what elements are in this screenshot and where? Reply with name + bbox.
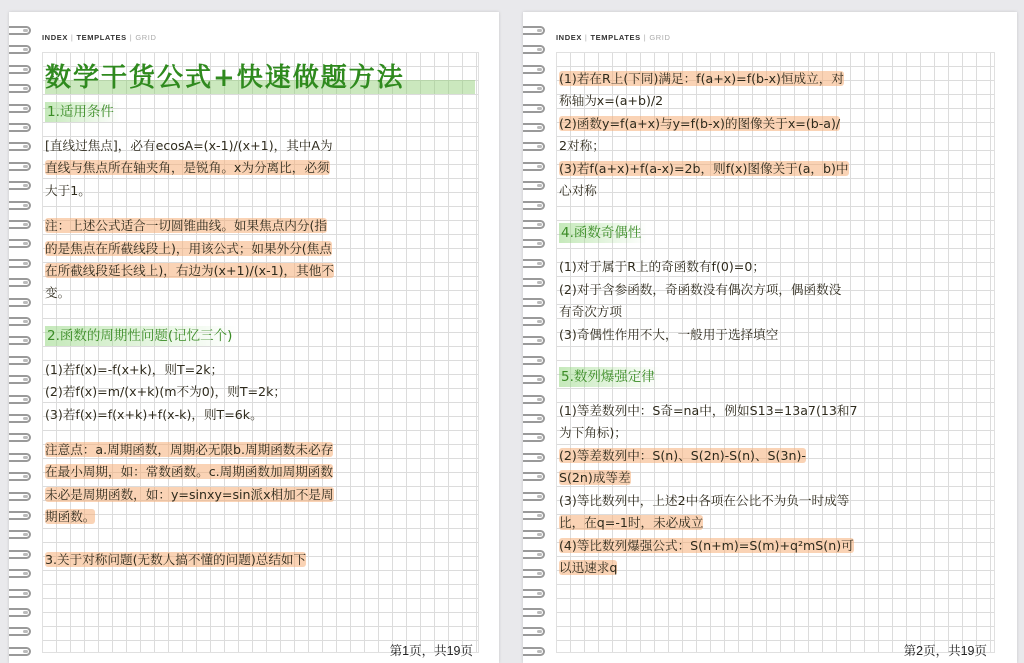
highlighted-text: 注：上述公式适合一切圆锥曲线。如果焦点内分(指	[45, 218, 327, 234]
nav-separator: |	[643, 33, 647, 42]
highlighted-text: 以迅速求q	[559, 559, 618, 575]
note-paragraph	[45, 439, 475, 529]
text-line	[559, 158, 991, 180]
highlighted-text: (1)若在R上(下同)满足：f(a+x)=f(b-x)恒成立，对	[559, 71, 844, 86]
note-paragraph	[559, 400, 991, 579]
binding-ring	[523, 104, 545, 113]
highlighted-text: S(2n)成等差	[559, 470, 631, 486]
binding-ring	[523, 84, 545, 93]
section-heading: 5.数列爆强定律	[559, 367, 661, 387]
binding-ring	[523, 569, 545, 578]
text-line	[45, 238, 475, 260]
nav-grid-link[interactable]: GRID	[135, 33, 157, 42]
text-line: (2)若f(x)=m/(x+k)(m不为0)，则T=2k；	[45, 384, 286, 400]
nav-index-link[interactable]: INDEX	[42, 33, 68, 42]
highlighted-text: 期函数。	[45, 509, 96, 525]
binding-ring	[523, 201, 545, 210]
binding-ring	[523, 123, 545, 132]
binding-ring	[9, 123, 31, 132]
nav-separator: |	[129, 33, 133, 42]
text-line: 变。	[45, 285, 71, 301]
text-line: (3)奇偶性作用不大，一般用于选择填空	[559, 326, 779, 342]
binding-ring	[9, 395, 31, 404]
page-number: 第1页，共19页	[389, 644, 473, 658]
highlighted-text: 在所截线段延长线上)，右边为(x+1)/(x-1)，其他不	[45, 263, 334, 279]
binding-ring	[9, 65, 31, 74]
binding-ring	[523, 317, 545, 326]
binding-ring	[9, 84, 31, 93]
text-line: 有奇次方项	[559, 304, 622, 320]
binding-ring	[9, 511, 31, 520]
binding-ring	[9, 569, 31, 578]
text-line	[45, 549, 475, 571]
highlighted-text: 直线与焦点所在轴夹角，是锐角。x为分离比，必须	[45, 160, 330, 176]
binding-ring	[523, 627, 545, 636]
text-line	[45, 439, 475, 461]
page-2-content	[559, 68, 991, 579]
nav-index-link[interactable]: INDEX	[556, 33, 582, 42]
text-line: 2对称；	[559, 138, 605, 154]
highlighted-text: (2)函数y=f(a+x)与y=f(b-x)的图像关于x=(b-a)/	[559, 115, 841, 131]
binding-ring	[9, 142, 31, 151]
text-line: (2)对于含参函数，奇函数没有偶次方项，偶函数没	[559, 281, 842, 297]
binding-ring	[9, 356, 31, 365]
text-line: (1)若f(x)=-f(x+k)，则T=2k；	[45, 361, 224, 377]
binding-ring	[523, 336, 545, 345]
binding-ring	[523, 608, 545, 617]
highlighted-text: (2)等差数列中：S(n)、S(2n)-S(n)、S(3n)-	[559, 447, 806, 463]
binding-ring	[9, 220, 31, 229]
text-line: (1)对于属于R上的奇函数有f(0)=0；	[559, 259, 765, 275]
text-line: 为下角标)；	[559, 425, 627, 441]
binding-ring	[9, 492, 31, 501]
binding-ring	[523, 492, 545, 501]
binding-ring	[523, 647, 545, 656]
binding-ring	[9, 317, 31, 326]
text-line	[559, 512, 991, 534]
text-line: 大于1。	[45, 182, 91, 198]
nav-templates-link[interactable]: TEMPLATES	[76, 33, 127, 42]
binding-ring	[9, 104, 31, 113]
binding-ring	[523, 259, 545, 268]
binding-ring	[523, 589, 545, 598]
highlighted-text: 在最小周期，如：常数函数。c.周期函数加周期函数	[45, 464, 333, 480]
text-line	[559, 557, 991, 579]
binding-ring	[9, 530, 31, 539]
spiral-binding	[7, 12, 37, 663]
binding-ring	[523, 142, 545, 151]
highlighted-text: 的是焦点在所截线段上)，用该公式；如果外分(焦点	[45, 240, 332, 256]
binding-ring	[9, 162, 31, 171]
spiral-binding	[521, 12, 551, 663]
binding-ring	[9, 414, 31, 423]
text-line	[45, 157, 475, 179]
section-heading: 3.关于对称问题(无数人搞不懂的问题)总结如下	[45, 551, 307, 567]
binding-ring	[523, 239, 545, 248]
binding-ring	[9, 453, 31, 462]
binding-ring	[523, 45, 545, 54]
binding-ring	[523, 278, 545, 287]
binding-ring	[523, 530, 545, 539]
binding-ring	[9, 608, 31, 617]
text-line	[559, 445, 991, 467]
text-line	[45, 506, 475, 528]
nav-separator: |	[584, 33, 588, 42]
page-nav	[556, 33, 670, 42]
binding-ring	[9, 550, 31, 559]
notebook-page-1	[9, 12, 499, 663]
binding-ring	[523, 395, 545, 404]
highlighted-text: 比，在q=-1时，未必成立	[559, 515, 704, 531]
text-line	[559, 467, 991, 489]
highlighted-text: (4)等比数列爆强公式：S(n+m)=S(m)+q²mS(n)可	[559, 537, 854, 553]
binding-ring	[9, 298, 31, 307]
section-heading: 2.函数的周期性问题(记忆三个)	[45, 326, 238, 346]
binding-ring	[9, 239, 31, 248]
binding-ring	[9, 336, 31, 345]
text-line	[45, 484, 475, 506]
binding-ring	[523, 414, 545, 423]
binding-ring	[523, 550, 545, 559]
binding-ring	[9, 45, 31, 54]
text-line: (3)等比数列中，上述2中各项在公比不为负一时成等	[559, 492, 850, 508]
text-line: [直线过焦点]，必有ecosA=(x-1)/(x+1)，其中A为	[45, 138, 333, 153]
text-line: 称轴为x=(a+b)/2	[559, 93, 664, 109]
binding-ring	[523, 511, 545, 520]
binding-ring	[523, 433, 545, 442]
binding-ring	[9, 472, 31, 481]
text-line	[45, 461, 475, 483]
binding-ring	[9, 647, 31, 656]
note-paragraph	[559, 68, 991, 202]
page-number: 第2页，共19页	[903, 644, 987, 658]
highlighted-text: 未必是周期函数，如：y=sinxy=sin派x相加不是周	[45, 486, 334, 502]
binding-ring	[9, 259, 31, 268]
binding-ring	[9, 589, 31, 598]
binding-ring	[523, 356, 545, 365]
text-line	[45, 215, 475, 237]
nav-grid-link[interactable]: GRID	[649, 33, 671, 42]
section-heading: 4.函数奇偶性	[559, 223, 647, 243]
binding-ring	[523, 472, 545, 481]
binding-ring	[9, 433, 31, 442]
binding-ring	[9, 181, 31, 190]
page-nav	[42, 33, 156, 42]
note-paragraph	[45, 359, 475, 426]
note-paragraph	[45, 135, 475, 202]
text-line: 心对称	[559, 183, 597, 199]
text-line: (3)若f(x)=f(x+k)+f(x-k)，则T=6k。	[45, 406, 263, 422]
text-line: (1)等差数列中：S奇=na中，例如S13=13a7(13和7	[559, 403, 858, 419]
nav-templates-link[interactable]: TEMPLATES	[590, 33, 641, 42]
page-1-content	[45, 60, 475, 571]
notebook-page-2	[523, 12, 1017, 663]
binding-ring	[9, 201, 31, 210]
binding-ring	[523, 162, 545, 171]
note-paragraph	[45, 215, 475, 305]
note-paragraph	[559, 256, 991, 346]
binding-ring	[523, 298, 545, 307]
binding-ring	[523, 220, 545, 229]
binding-ring	[523, 375, 545, 384]
binding-ring	[9, 26, 31, 35]
text-line	[45, 260, 475, 282]
text-line	[559, 535, 991, 557]
binding-ring	[523, 181, 545, 190]
nav-separator: |	[70, 33, 74, 42]
binding-ring	[9, 278, 31, 287]
binding-ring	[9, 627, 31, 636]
section-heading: 1.适用条件	[45, 102, 120, 122]
binding-ring	[523, 65, 545, 74]
highlighted-text: 注意点：a.周期函数，周期必无限b.周期函数未必存	[45, 442, 334, 458]
section-heading-line	[45, 549, 475, 571]
binding-ring	[9, 375, 31, 384]
binding-ring	[523, 26, 545, 35]
text-line	[559, 113, 991, 135]
binding-ring	[523, 453, 545, 462]
highlighted-text: (3)若f(a+x)+f(a-x)=2b，则f(x)图像关于(a，b)中	[559, 160, 849, 176]
text-line	[559, 68, 991, 90]
page-title: 数学干货公式+快速做题方法	[45, 60, 475, 96]
